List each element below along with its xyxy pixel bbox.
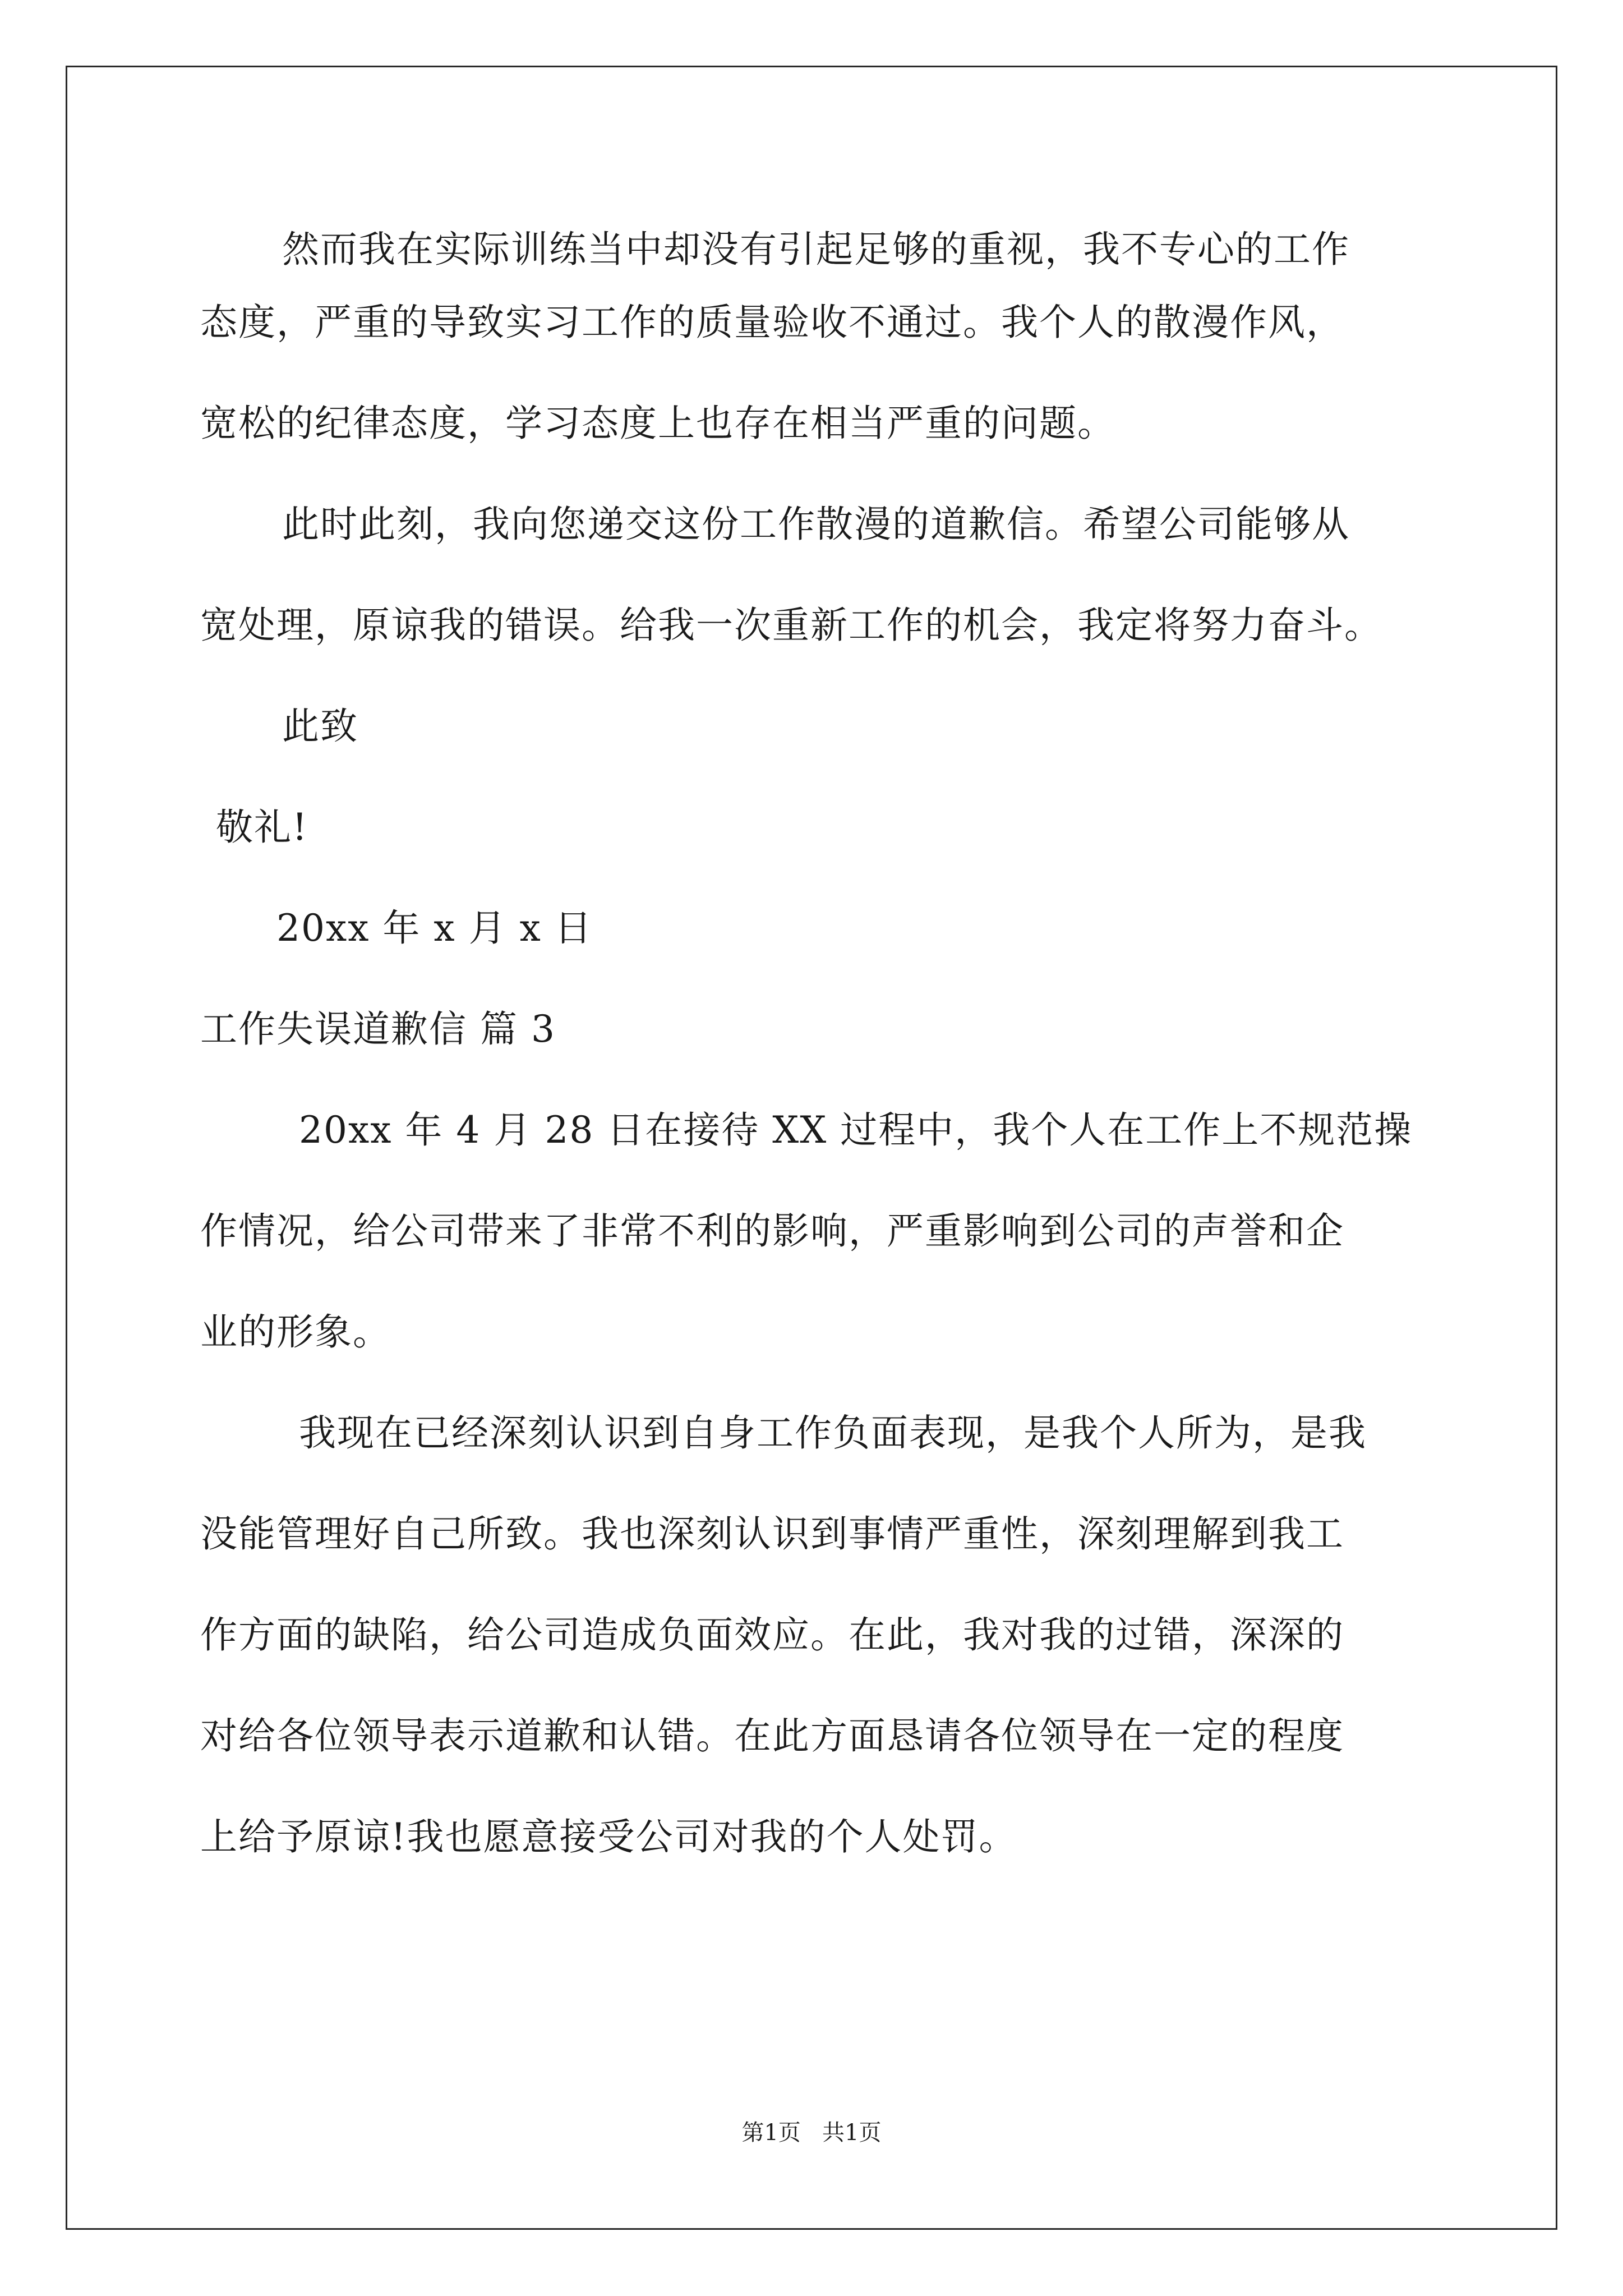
closing-regards: 敬礼! bbox=[216, 806, 308, 849]
paragraph-line: 宽处理，原谅我的错误。给我一次重新工作的机会，我定将努力奋斗。 bbox=[200, 604, 1382, 647]
paragraph-line: 没能管理好自己所致。我也深刻认识到事情严重性，深刻理解到我工 bbox=[200, 1512, 1344, 1556]
paragraph-line: 宽松的纪律态度，学习态度上也存在相当严重的问题。 bbox=[200, 402, 1115, 445]
paragraph-line: 对给各位领导表示道歉和认错。在此方面恳请各位领导在一定的程度 bbox=[200, 1714, 1344, 1757]
paragraph-line: 业的形象。 bbox=[200, 1310, 391, 1354]
paragraph-line: 然而我在实际训练当中却没有引起足够的重视，我不专心的工作 bbox=[282, 228, 1350, 271]
paragraph-line: 我现在已经深刻认识到自身工作负面表现，是我个人所为，是我 bbox=[299, 1411, 1367, 1455]
paragraph-line: 作方面的缺陷，给公司造成负面效应。在此，我对我的过错，深深的 bbox=[200, 1613, 1344, 1657]
paragraph-line: 上给予原谅!我也愿意接受公司对我的个人处罚。 bbox=[200, 1815, 1017, 1858]
closing-salutation: 此致 bbox=[282, 705, 358, 748]
letter-date: 20xx 年 x 月 x 日 bbox=[276, 907, 593, 950]
section-heading: 工作失误道歉信 篇 3 bbox=[200, 1007, 556, 1051]
paragraph-line: 作情况，给公司带来了非常不利的影响，严重影响到公司的声誉和企 bbox=[200, 1209, 1344, 1253]
paragraph-line: 态度，严重的导致实习工作的质量验收不通过。我个人的散漫作风， bbox=[200, 301, 1344, 344]
page-number-footer: 第1页 共1页 bbox=[741, 2120, 882, 2146]
paragraph-line: 此时此刻，我向您递交这份工作散漫的道歉信。希望公司能够从 bbox=[282, 503, 1350, 546]
paragraph-line: 20xx 年 4 月 28 日在接待 XX 过程中，我个人在工作上不规范操 bbox=[299, 1108, 1413, 1152]
